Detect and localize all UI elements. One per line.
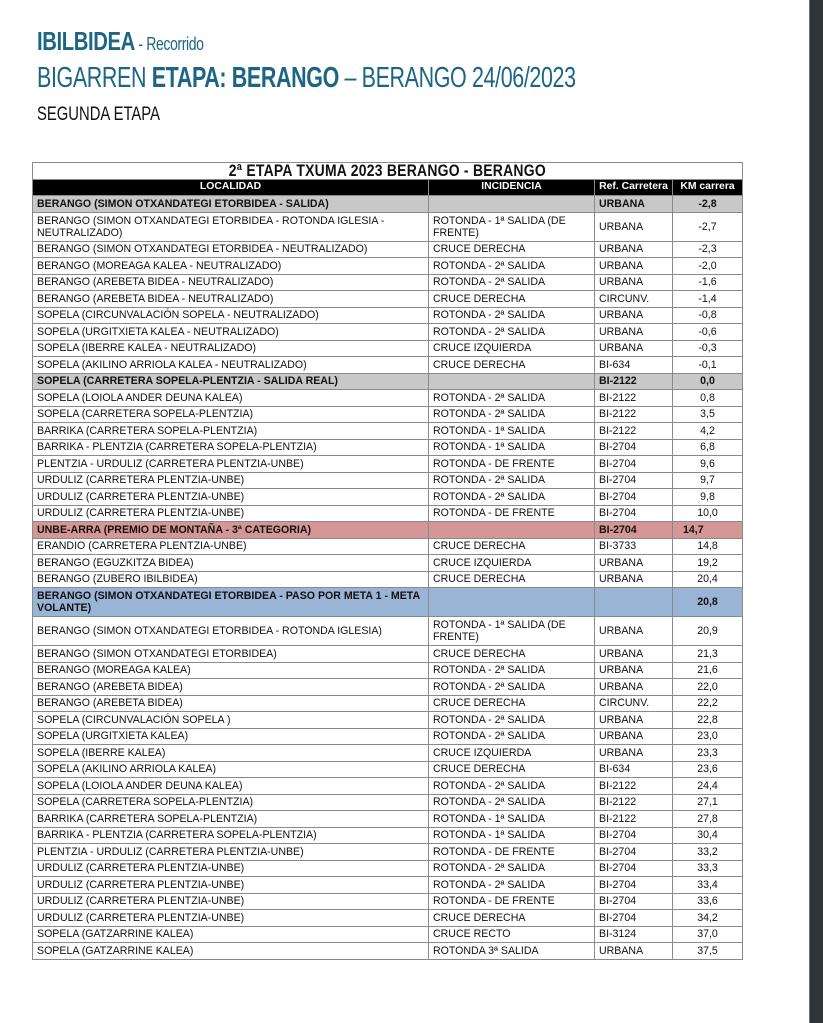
- cell-km-carrera: 20,4: [673, 571, 743, 588]
- cell-localidad: SOPELA (CARRETERA SOPELA-PLENTZIA - SALIDA REAL): [33, 373, 429, 390]
- table-row: [33, 943, 743, 960]
- cell-incidencia: CRUCE IZQUIERDA: [429, 745, 595, 762]
- cell-incidencia: ROTONDA - 1ª SALIDA: [429, 439, 595, 456]
- cell-incidencia: ROTONDA - DE FRENTE: [429, 505, 595, 522]
- cell-ref-carretera: BI-2704: [595, 877, 673, 894]
- cell-ref-carretera: [595, 588, 673, 617]
- cell-incidencia: ROTONDA - 1ª SALIDA: [429, 827, 595, 844]
- cell-km-carrera: 33,2: [673, 844, 743, 861]
- cell-ref-carretera: BI-634: [595, 761, 673, 778]
- col-header-km-carrera: KM carrera: [673, 179, 743, 196]
- cell-localidad: BERANGO (AREBETA BIDEA - NEUTRALIZADO): [33, 274, 429, 291]
- cell-km-carrera: -2,8: [673, 196, 743, 213]
- cell-ref-carretera: BI-2704: [595, 893, 673, 910]
- cell-ref-carretera: BI-2122: [595, 811, 673, 828]
- cell-localidad: BERANGO (SIMON OTXANDATEGI ETORBIDEA - ROTONDA IGLESIA): [33, 617, 429, 646]
- viewer-side-panel: [809, 0, 823, 1023]
- table-row: [33, 555, 743, 572]
- cell-incidencia: ROTONDA - 2ª SALIDA: [429, 728, 595, 745]
- cell-ref-carretera: BI-2704: [595, 910, 673, 927]
- title-bold: IBILBIDEA: [37, 26, 135, 56]
- cell-incidencia: CRUCE DERECHA: [429, 571, 595, 588]
- cell-localidad: PLENTZIA - URDULIZ (CARRETERA PLENTZIA-UNBE): [33, 456, 429, 473]
- cell-ref-carretera: URBANA: [595, 662, 673, 679]
- cell-incidencia: [429, 522, 595, 539]
- cell-ref-carretera: BI-2704: [595, 844, 673, 861]
- cell-localidad: SOPELA (GATZARRINE KALEA): [33, 943, 429, 960]
- cell-km-carrera: 0,0: [673, 373, 743, 390]
- table-row: [33, 324, 743, 341]
- table-row: [33, 522, 743, 539]
- cell-km-carrera: 10,0: [673, 505, 743, 522]
- cell-km-carrera: 37,5: [673, 943, 743, 960]
- cell-km-carrera: 14,8: [673, 538, 743, 555]
- cell-incidencia: ROTONDA - 2ª SALIDA: [429, 472, 595, 489]
- cell-ref-carretera: BI-3733: [595, 538, 673, 555]
- table-row: [33, 340, 743, 357]
- table-row: [33, 538, 743, 555]
- cell-incidencia: ROTONDA - 1ª SALIDA (DE FRENTE): [429, 617, 595, 646]
- cell-incidencia: CRUCE DERECHA: [429, 695, 595, 712]
- table-row: [33, 662, 743, 679]
- table-row: [33, 571, 743, 588]
- cell-km-carrera: 14,7: [673, 522, 743, 539]
- cell-ref-carretera: BI-2704: [595, 505, 673, 522]
- cell-km-carrera: 22,8: [673, 712, 743, 729]
- cell-localidad: SOPELA (URGITXIETA KALEA): [33, 728, 429, 745]
- cell-localidad: BARRIKA (CARRETERA SOPELA-PLENTZIA): [33, 811, 429, 828]
- cell-ref-carretera: BI-2122: [595, 373, 673, 390]
- cell-localidad: SOPELA (AKILINO ARRIOLA KALEA - NEUTRALIZADO): [33, 357, 429, 374]
- cell-km-carrera: 20,9: [673, 617, 743, 646]
- cell-incidencia: CRUCE DERECHA: [429, 761, 595, 778]
- cell-localidad: URDULIZ (CARRETERA PLENTZIA-UNBE): [33, 893, 429, 910]
- cell-localidad: SOPELA (AKILINO ARRIOLA KALEA): [33, 761, 429, 778]
- cell-ref-carretera: URBANA: [595, 571, 673, 588]
- cell-incidencia: [429, 588, 595, 617]
- table-row: [33, 712, 743, 729]
- table-row: [33, 212, 743, 241]
- cell-incidencia: ROTONDA - 2ª SALIDA: [429, 794, 595, 811]
- cell-incidencia: ROTONDA - 2ª SALIDA: [429, 489, 595, 506]
- cell-incidencia: CRUCE RECTO: [429, 926, 595, 943]
- cell-localidad: BERANGO (MOREAGA KALEA): [33, 662, 429, 679]
- cell-localidad: URDULIZ (CARRETERA PLENTZIA-UNBE): [33, 877, 429, 894]
- table-row: [33, 274, 743, 291]
- col-header-localidad: LOCALIDAD: [33, 179, 429, 196]
- table-title-row: [33, 163, 743, 180]
- cell-km-carrera: 6,8: [673, 439, 743, 456]
- cell-localidad: BERANGO (EGUZKITZA BIDEA): [33, 555, 429, 572]
- cell-incidencia: ROTONDA - DE FRENTE: [429, 456, 595, 473]
- cell-ref-carretera: BI-3124: [595, 926, 673, 943]
- table-row: [33, 472, 743, 489]
- cell-km-carrera: -0,3: [673, 340, 743, 357]
- cell-ref-carretera: URBANA: [595, 712, 673, 729]
- cell-ref-carretera: URBANA: [595, 212, 673, 241]
- cell-incidencia: ROTONDA - 2ª SALIDA: [429, 390, 595, 407]
- cell-localidad: URDULIZ (CARRETERA PLENTZIA-UNBE): [33, 505, 429, 522]
- cell-km-carrera: 9,6: [673, 456, 743, 473]
- cell-km-carrera: 23,3: [673, 745, 743, 762]
- cell-incidencia: ROTONDA - DE FRENTE: [429, 844, 595, 861]
- cell-km-carrera: -2,3: [673, 241, 743, 258]
- cell-km-carrera: 23,0: [673, 728, 743, 745]
- cell-km-carrera: 9,8: [673, 489, 743, 506]
- col-header-incidencia: INCIDENCIA: [429, 179, 595, 196]
- title-sub: - Recorrido: [134, 34, 204, 54]
- cell-ref-carretera: BI-634: [595, 357, 673, 374]
- cell-km-carrera: 21,3: [673, 646, 743, 663]
- cell-localidad: BERANGO (ZUBERO IBILBIDEA): [33, 571, 429, 588]
- cell-km-carrera: 37,0: [673, 926, 743, 943]
- cell-km-carrera: -1,6: [673, 274, 743, 291]
- cell-localidad: BARRIKA (CARRETERA SOPELA-PLENTZIA): [33, 423, 429, 440]
- cell-incidencia: [429, 196, 595, 213]
- cell-km-carrera: -0,8: [673, 307, 743, 324]
- cell-km-carrera: 3,5: [673, 406, 743, 423]
- table-row: [33, 423, 743, 440]
- table-row: [33, 844, 743, 861]
- cell-km-carrera: -0,6: [673, 324, 743, 341]
- table-row: [33, 877, 743, 894]
- cell-localidad: BARRIKA - PLENTZIA (CARRETERA SOPELA-PLENTZIA): [33, 827, 429, 844]
- cell-incidencia: ROTONDA - 2ª SALIDA: [429, 712, 595, 729]
- table-row: [33, 258, 743, 275]
- table-row: [33, 357, 743, 374]
- table-row: [33, 745, 743, 762]
- cell-ref-carretera: BI-2704: [595, 522, 673, 539]
- cell-localidad: SOPELA (LOIOLA ANDER DEUNA KALEA): [33, 390, 429, 407]
- cell-km-carrera: -2,7: [673, 212, 743, 241]
- table-row: [33, 860, 743, 877]
- table-row: [33, 390, 743, 407]
- cell-km-carrera: 22,0: [673, 679, 743, 696]
- cell-incidencia: CRUCE DERECHA: [429, 291, 595, 308]
- route-table: [32, 162, 743, 960]
- cell-ref-carretera: URBANA: [595, 745, 673, 762]
- cell-km-carrera: 23,6: [673, 761, 743, 778]
- cell-ref-carretera: URBANA: [595, 555, 673, 572]
- cell-incidencia: ROTONDA - 1ª SALIDA: [429, 811, 595, 828]
- cell-incidencia: CRUCE IZQUIERDA: [429, 555, 595, 572]
- cell-km-carrera: 33,4: [673, 877, 743, 894]
- cell-km-carrera: 21,6: [673, 662, 743, 679]
- table-row: [33, 456, 743, 473]
- cell-ref-carretera: BI-2704: [595, 439, 673, 456]
- cell-localidad: SOPELA (CIRCUNVALACIÓN SOPELA - NEUTRALIZADO): [33, 307, 429, 324]
- cell-km-carrera: 33,6: [673, 893, 743, 910]
- stage-title-prefix: BIGARREN: [37, 62, 152, 94]
- stage-title-rest: – BERANGO 24/06/2023: [338, 62, 576, 94]
- cell-ref-carretera: BI-2704: [595, 472, 673, 489]
- cell-ref-carretera: URBANA: [595, 617, 673, 646]
- table-row: [33, 695, 743, 712]
- stage-title: [37, 62, 576, 95]
- cell-incidencia: ROTONDA - 1ª SALIDA: [429, 423, 595, 440]
- cell-ref-carretera: URBANA: [595, 340, 673, 357]
- cell-ref-carretera: URBANA: [595, 196, 673, 213]
- cell-km-carrera: -2,0: [673, 258, 743, 275]
- table-row: [33, 291, 743, 308]
- cell-localidad: SOPELA (GATZARRINE KALEA): [33, 926, 429, 943]
- cell-incidencia: CRUCE DERECHA: [429, 646, 595, 663]
- cell-ref-carretera: BI-2704: [595, 860, 673, 877]
- cell-localidad: BERANGO (AREBETA BIDEA): [33, 695, 429, 712]
- cell-localidad: UNBE-ARRA (PREMIO DE MONTAÑA - 3ª CATEGORIA): [33, 522, 429, 539]
- cell-localidad: URDULIZ (CARRETERA PLENTZIA-UNBE): [33, 860, 429, 877]
- cell-ref-carretera: BI-2122: [595, 778, 673, 795]
- page-title: [37, 26, 204, 57]
- cell-localidad: SOPELA (CARRETERA SOPELA-PLENTZIA): [33, 794, 429, 811]
- cell-incidencia: CRUCE IZQUIERDA: [429, 340, 595, 357]
- cell-km-carrera: -1,4: [673, 291, 743, 308]
- cell-incidencia: ROTONDA - 2ª SALIDA: [429, 679, 595, 696]
- cell-localidad: SOPELA (LOIOLA ANDER DEUNA KALEA): [33, 778, 429, 795]
- table-row: [33, 794, 743, 811]
- cell-ref-carretera: URBANA: [595, 241, 673, 258]
- cell-ref-carretera: BI-2122: [595, 423, 673, 440]
- cell-km-carrera: 0,8: [673, 390, 743, 407]
- cell-ref-carretera: CIRCUNV.: [595, 291, 673, 308]
- cell-ref-carretera: BI-2704: [595, 827, 673, 844]
- table-row: [33, 910, 743, 927]
- cell-km-carrera: 9,7: [673, 472, 743, 489]
- cell-localidad: SOPELA (IBERRE KALEA): [33, 745, 429, 762]
- cell-incidencia: ROTONDA - 2ª SALIDA: [429, 877, 595, 894]
- cell-localidad: URDULIZ (CARRETERA PLENTZIA-UNBE): [33, 910, 429, 927]
- cell-localidad: BERANGO (AREBETA BIDEA): [33, 679, 429, 696]
- cell-localidad: BERANGO (SIMON OTXANDATEGI ETORBIDEA - PASO POR META 1 - META VOLANTE): [33, 588, 429, 617]
- table-row: [33, 196, 743, 213]
- table-row: [33, 588, 743, 617]
- cell-incidencia: ROTONDA - DE FRENTE: [429, 893, 595, 910]
- cell-incidencia: CRUCE DERECHA: [429, 357, 595, 374]
- cell-incidencia: ROTONDA - 2ª SALIDA: [429, 662, 595, 679]
- table-row: [33, 926, 743, 943]
- table-row: [33, 406, 743, 423]
- stage-caption: SEGUNDA ETAPA: [37, 104, 160, 125]
- table-header-row: [33, 179, 743, 196]
- col-header-ref-carretera: Ref. Carretera: [595, 179, 673, 196]
- table-row: [33, 646, 743, 663]
- cell-incidencia: ROTONDA 3ª SALIDA: [429, 943, 595, 960]
- cell-localidad: BERANGO (SIMON OTXANDATEGI ETORBIDEA - NEUTRALIZADO): [33, 241, 429, 258]
- table-row: [33, 489, 743, 506]
- table-row: [33, 811, 743, 828]
- cell-incidencia: ROTONDA - 2ª SALIDA: [429, 258, 595, 275]
- table-row: [33, 761, 743, 778]
- cell-localidad: PLENTZIA - URDULIZ (CARRETERA PLENTZIA-UNBE): [33, 844, 429, 861]
- cell-km-carrera: 4,2: [673, 423, 743, 440]
- cell-localidad: BARRIKA - PLENTZIA (CARRETERA SOPELA-PLENTZIA): [33, 439, 429, 456]
- cell-km-carrera: 19,2: [673, 555, 743, 572]
- cell-incidencia: [429, 373, 595, 390]
- cell-km-carrera: 33,3: [673, 860, 743, 877]
- cell-km-carrera: -0,1: [673, 357, 743, 374]
- cell-km-carrera: 34,2: [673, 910, 743, 927]
- stage-title-bold: ETAPA: BERANGO: [151, 62, 339, 94]
- cell-incidencia: CRUCE DERECHA: [429, 241, 595, 258]
- table-row: [33, 439, 743, 456]
- cell-ref-carretera: CIRCUNV.: [595, 695, 673, 712]
- cell-ref-carretera: URBANA: [595, 274, 673, 291]
- table-row: [33, 827, 743, 844]
- cell-incidencia: CRUCE DERECHA: [429, 910, 595, 927]
- cell-localidad: SOPELA (IBERRE KALEA - NEUTRALIZADO): [33, 340, 429, 357]
- table-row: [33, 505, 743, 522]
- cell-localidad: BERANGO (AREBETA BIDEA - NEUTRALIZADO): [33, 291, 429, 308]
- cell-ref-carretera: URBANA: [595, 943, 673, 960]
- cell-ref-carretera: URBANA: [595, 679, 673, 696]
- cell-km-carrera: 27,8: [673, 811, 743, 828]
- cell-ref-carretera: URBANA: [595, 728, 673, 745]
- cell-km-carrera: 30,4: [673, 827, 743, 844]
- cell-incidencia: CRUCE DERECHA: [429, 538, 595, 555]
- table-row: [33, 373, 743, 390]
- route-table-body: [33, 196, 743, 960]
- cell-incidencia: ROTONDA - 2ª SALIDA: [429, 778, 595, 795]
- table-row: [33, 617, 743, 646]
- cell-ref-carretera: URBANA: [595, 324, 673, 341]
- table-row: [33, 307, 743, 324]
- table-row: [33, 679, 743, 696]
- cell-localidad: SOPELA (CARRETERA SOPELA-PLENTZIA): [33, 406, 429, 423]
- cell-km-carrera: 20,8: [673, 588, 743, 617]
- table-row: [33, 893, 743, 910]
- cell-localidad: URDULIZ (CARRETERA PLENTZIA-UNBE): [33, 489, 429, 506]
- cell-incidencia: ROTONDA - 2ª SALIDA: [429, 860, 595, 877]
- cell-incidencia: ROTONDA - 2ª SALIDA: [429, 307, 595, 324]
- cell-ref-carretera: URBANA: [595, 646, 673, 663]
- table-title: 2ª ETAPA TXUMA 2023 BERANGO - BERANGO: [33, 163, 743, 180]
- cell-localidad: SOPELA (URGITXIETA KALEA - NEUTRALIZADO): [33, 324, 429, 341]
- cell-localidad: BERANGO (MOREAGA KALEA - NEUTRALIZADO): [33, 258, 429, 275]
- cell-localidad: ERANDIO (CARRETERA PLENTZIA-UNBE): [33, 538, 429, 555]
- table-row: [33, 241, 743, 258]
- table-row: [33, 728, 743, 745]
- cell-localidad: BERANGO (SIMON OTXANDATEGI ETORBIDEA): [33, 646, 429, 663]
- cell-ref-carretera: BI-2122: [595, 390, 673, 407]
- cell-km-carrera: 24,4: [673, 778, 743, 795]
- cell-localidad: URDULIZ (CARRETERA PLENTZIA-UNBE): [33, 472, 429, 489]
- cell-ref-carretera: BI-2704: [595, 456, 673, 473]
- cell-incidencia: ROTONDA - 2ª SALIDA: [429, 406, 595, 423]
- cell-ref-carretera: BI-2704: [595, 489, 673, 506]
- cell-ref-carretera: URBANA: [595, 258, 673, 275]
- cell-incidencia: ROTONDA - 1ª SALIDA (DE FRENTE): [429, 212, 595, 241]
- cell-ref-carretera: BI-2122: [595, 794, 673, 811]
- cell-km-carrera: 27,1: [673, 794, 743, 811]
- cell-localidad: SOPELA (CIRCUNVALACIÓN SOPELA ): [33, 712, 429, 729]
- cell-incidencia: ROTONDA - 2ª SALIDA: [429, 274, 595, 291]
- cell-localidad: BERANGO (SIMON OTXANDATEGI ETORBIDEA - SALIDA): [33, 196, 429, 213]
- table-row: [33, 778, 743, 795]
- cell-incidencia: ROTONDA - 2ª SALIDA: [429, 324, 595, 341]
- cell-ref-carretera: BI-2122: [595, 406, 673, 423]
- cell-ref-carretera: URBANA: [595, 307, 673, 324]
- cell-localidad: BERANGO (SIMON OTXANDATEGI ETORBIDEA - ROTONDA IGLESIA - NEUTRALIZADO): [33, 212, 429, 241]
- cell-km-carrera: 22,2: [673, 695, 743, 712]
